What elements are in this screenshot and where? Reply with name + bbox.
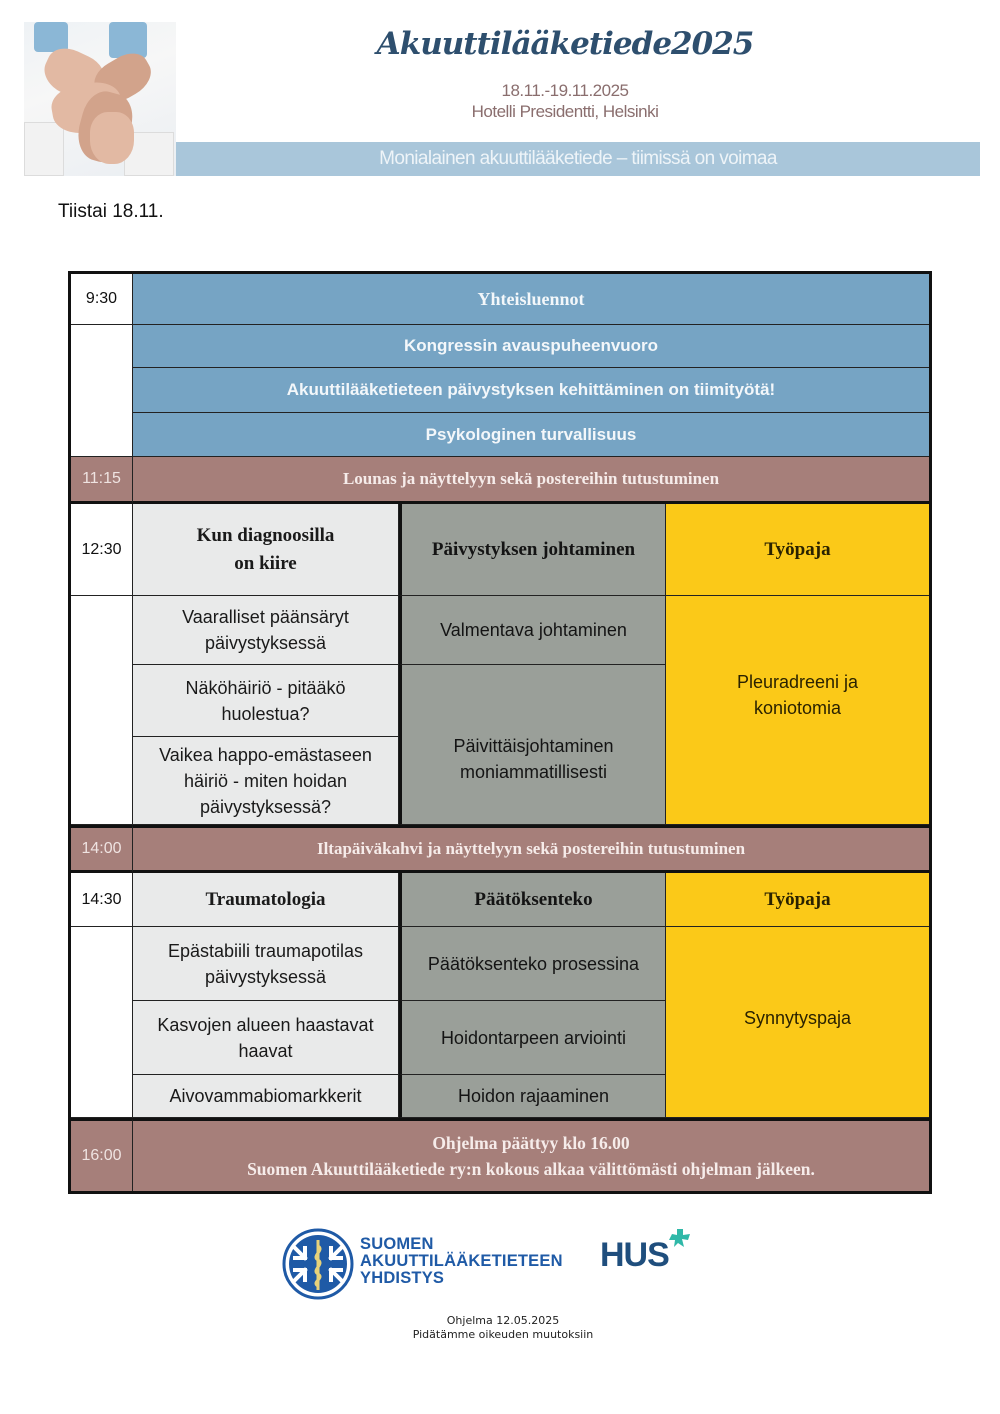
talk-title: Kasvojen alueen haastavat haavat xyxy=(157,1014,374,1061)
closing-note xyxy=(133,1118,929,1191)
sly-emblem-icon xyxy=(281,1228,355,1300)
day-label: Tiistai 18.11. xyxy=(58,201,164,222)
talk-cell xyxy=(133,596,399,665)
plenary-talk xyxy=(133,325,929,368)
track-heading-text: Työpaja xyxy=(764,888,831,910)
track-heading-diagnoses xyxy=(133,504,399,596)
time-label: 14:00 xyxy=(81,840,122,857)
sly-logo-line: AKUUTTILÄÄKETIETEEN xyxy=(360,1252,563,1270)
event-dates-venue xyxy=(300,80,830,122)
time-cell-empty xyxy=(71,596,133,825)
track-heading-text: Päivystyksen johtaminen xyxy=(431,538,636,560)
plenary-heading-text: Yhteisluennot xyxy=(477,289,585,309)
schedule-table xyxy=(68,271,932,1194)
track-heading-leadership xyxy=(399,504,666,596)
event-dates: 18.11.-19.11.2025 xyxy=(501,81,629,100)
closing-line: Ohjelma päättyy klo 16.00 xyxy=(432,1133,630,1153)
closing-line: Suomen Akuuttilääketiede ry:n kokous alkaa välittömästi ohjelman jälkeen. xyxy=(247,1159,815,1179)
talk-cell xyxy=(133,665,399,737)
talk-title: Vaaralliset päänsäryt päivystyksessä xyxy=(182,607,349,653)
program-version: Ohjelma 12.05.2025 xyxy=(446,1314,560,1327)
time-cell-1430 xyxy=(71,873,133,927)
time-label: 12:30 xyxy=(81,540,122,558)
track-heading-workshop xyxy=(666,504,929,596)
sly-logo-line: SUOMEN xyxy=(360,1235,434,1253)
plenary-talk-text: Psykologinen turvallisuus xyxy=(425,424,637,444)
footer-note xyxy=(350,1314,656,1342)
time-cell-1230 xyxy=(71,504,133,596)
talk-title: Päätöksenteko prosessina xyxy=(427,953,640,974)
talk-cell xyxy=(399,1001,666,1075)
track-heading-decisions xyxy=(399,873,666,927)
talk-title: Hoidon rajaaminen xyxy=(457,1086,610,1106)
theme-text: Monialainen akuuttilääketiede – tiimissä on voimaa xyxy=(379,148,777,169)
hus-logo: HUS xyxy=(600,1236,669,1274)
time-cell-empty xyxy=(71,927,133,1118)
disclaimer: Pidätämme oikeuden muutoksiin xyxy=(412,1328,594,1341)
plenary-talk-text: Akuuttilääketieteen päivystyksen kehittäminen on tiimityötä! xyxy=(286,380,776,399)
talk-cell xyxy=(133,737,399,825)
time-label: 11:15 xyxy=(82,470,121,487)
talk-cell xyxy=(399,1075,666,1118)
talk-title: Päivittäisjohtaminen moniammatillisesti xyxy=(453,735,614,782)
talk-title: Vaikea happo-emästaseen häiriö - miten hoidan päivystyksessä? xyxy=(159,744,372,817)
track-heading-text: Traumatologia xyxy=(205,888,326,910)
track-heading-line: on kiire xyxy=(234,552,297,574)
plenary-talk xyxy=(133,413,929,457)
event-venue: Hotelli Presidentti, Helsinki xyxy=(471,102,659,121)
talk-title: Näköhäiriö - pitääkö huolestua? xyxy=(185,677,346,724)
talk-cell xyxy=(399,927,666,1001)
time-label: 9:30 xyxy=(85,290,118,307)
plenary-talk-text: Kongressin avauspuheenvuoro xyxy=(403,336,659,355)
talk-title: Valmentava johtaminen xyxy=(440,620,627,640)
event-title: Akuuttilääketiede2025 xyxy=(376,26,754,62)
talk-title: Hoidontarpeen arviointi xyxy=(440,1027,627,1048)
track-heading-line: Kun diagnoosilla xyxy=(196,524,335,546)
talk-cell xyxy=(133,927,399,1001)
track-heading-text: Päätöksenteko xyxy=(474,888,593,910)
lunch-break-text: Lounas ja näyttelyyn sekä postereihin tutustuminen xyxy=(342,469,720,488)
track-heading-text: Työpaja xyxy=(764,538,831,560)
sly-logo-line: YHDISTYS xyxy=(360,1269,445,1287)
talk-title: Pleuradreeni ja koniotomia xyxy=(736,672,859,718)
talk-title: Epästabiili traumapotilas päivystyksessä xyxy=(167,940,364,987)
talk-cell xyxy=(399,665,666,825)
talk-title: Aivovammabiomarkkerit xyxy=(169,1086,362,1106)
time-cell-empty xyxy=(71,325,133,457)
theme-banner xyxy=(176,142,980,176)
track-heading-workshop xyxy=(666,873,929,927)
hus-cross-icon xyxy=(668,1229,692,1249)
plenary-talk xyxy=(133,368,929,413)
coffee-break xyxy=(133,825,929,873)
time-cell-0930 xyxy=(71,274,133,325)
time-label: 14:30 xyxy=(81,890,122,908)
time-cell-1400 xyxy=(71,825,133,873)
talk-cell xyxy=(133,1075,399,1118)
talk-cell xyxy=(399,596,666,665)
header-photo xyxy=(24,22,176,176)
track-heading-trauma xyxy=(133,873,399,927)
lunch-break xyxy=(133,457,929,504)
time-cell-1115 xyxy=(71,457,133,504)
workshop-cell xyxy=(666,927,929,1118)
plenary-heading xyxy=(133,274,929,325)
time-label: 16:00 xyxy=(81,1147,122,1164)
time-cell-1600 xyxy=(71,1118,133,1191)
coffee-break-text: Iltapäiväkahvi ja näyttelyyn sekä postereihin tutustuminen xyxy=(316,839,746,858)
sly-logo-text xyxy=(360,1236,563,1287)
workshop-cell xyxy=(666,596,929,825)
talk-cell xyxy=(133,1001,399,1075)
talk-title: Synnytyspaja xyxy=(743,1008,852,1028)
